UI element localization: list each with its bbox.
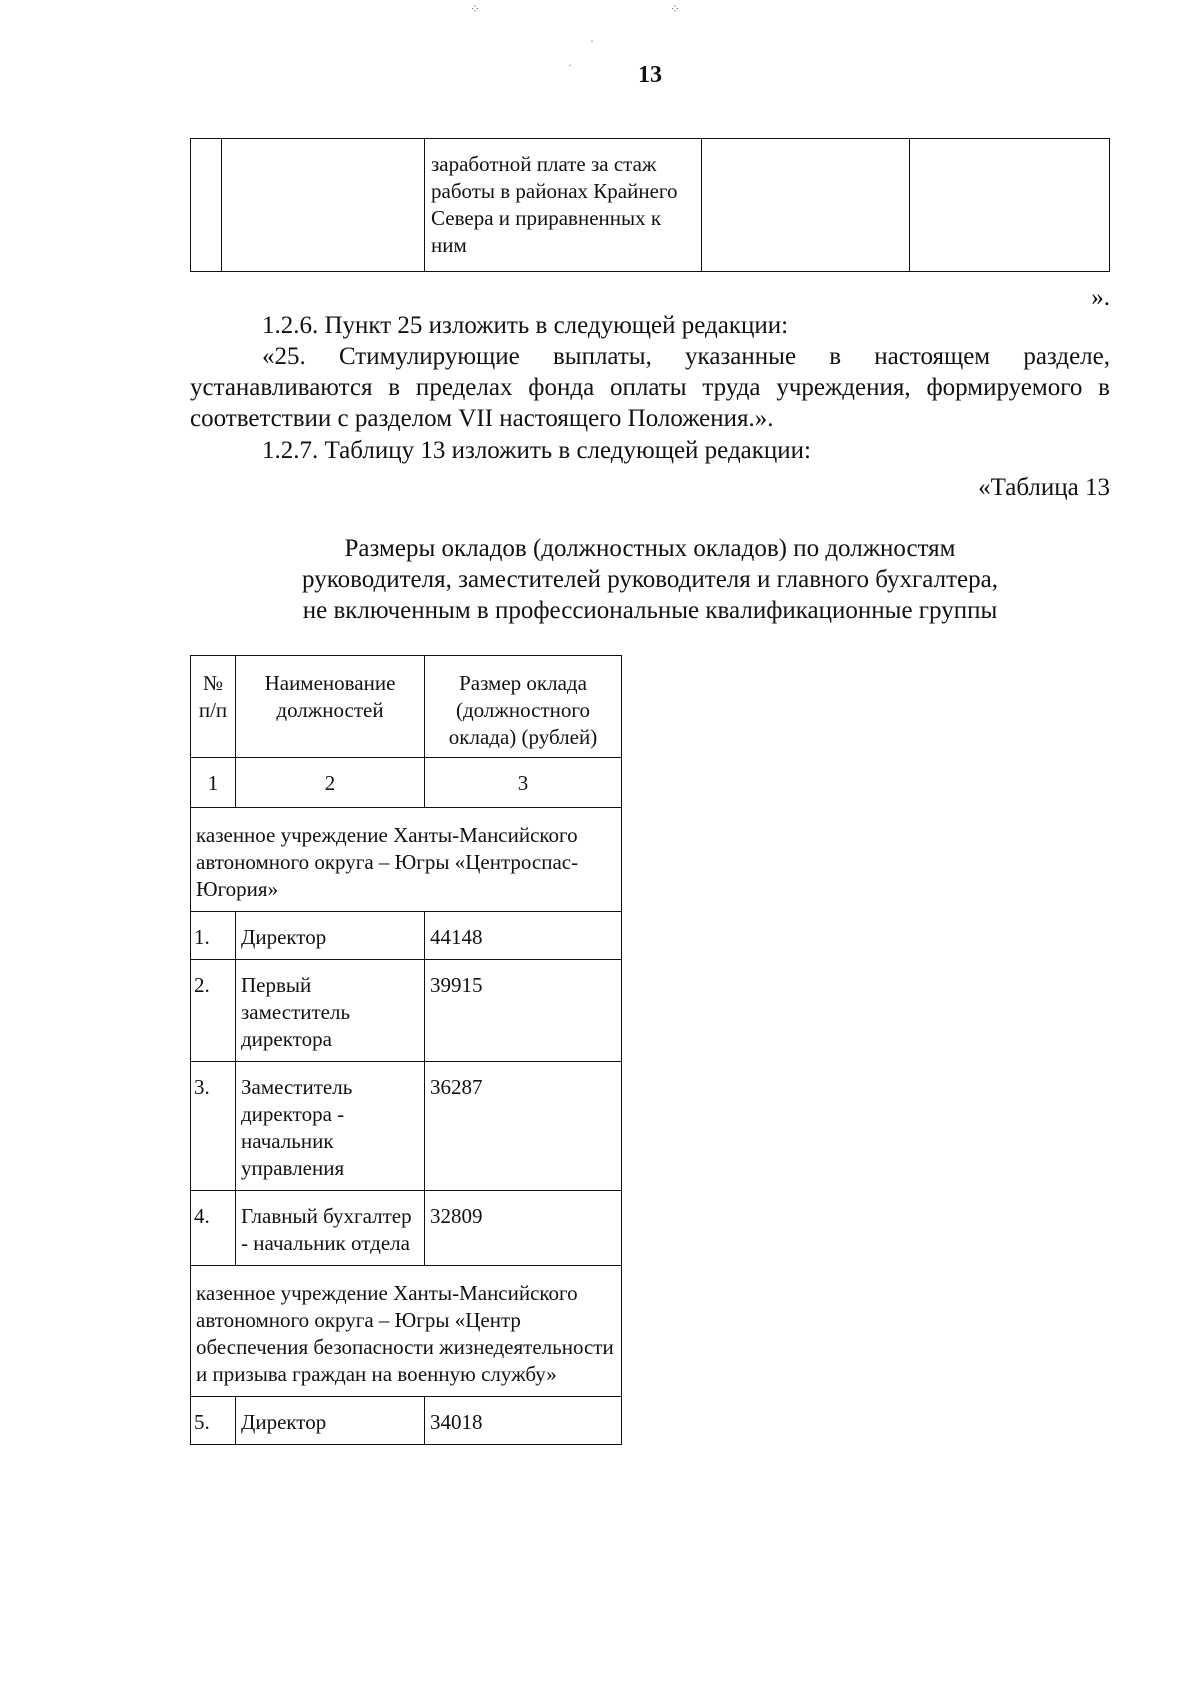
table-row bbox=[191, 1191, 622, 1266]
column-number-3: 3 bbox=[425, 758, 622, 808]
cont-cell-3: заработной плате за стаж работы в районах Крайнего Севера и приравненных к ним bbox=[425, 139, 702, 272]
table-row bbox=[191, 139, 1110, 272]
row-salary: 34018 bbox=[425, 1397, 622, 1445]
row-number: 2. bbox=[191, 960, 236, 1062]
column-number-2: 2 bbox=[236, 758, 425, 808]
column-number-row bbox=[191, 758, 622, 808]
header-position: Наименование должностей bbox=[236, 656, 425, 758]
heading-line-1: Размеры окладов (должностных окладов) по должностям bbox=[344, 535, 956, 562]
paragraph-1-2-7: 1.2.7. Таблицу 13 изложить в следующей редакции: bbox=[262, 437, 811, 464]
table-row bbox=[191, 1397, 622, 1445]
row-number: 1. bbox=[191, 912, 236, 960]
table-row bbox=[191, 1062, 622, 1191]
institution-row bbox=[191, 1266, 622, 1397]
row-salary: 32809 bbox=[425, 1191, 622, 1266]
closing-quote: ». bbox=[1091, 284, 1110, 311]
row-salary: 39915 bbox=[425, 960, 622, 1062]
paragraph-25: «25. Стимулирующие выплаты, указанные в настоящем разделе, устанавливаются в пределах фонда оплаты труда учреждения, формируемого в соответствии с разделом VII настоящего Положения.». bbox=[190, 343, 1110, 432]
header-row bbox=[191, 656, 622, 758]
scan-speck: · bbox=[568, 58, 572, 72]
scan-speck: · bbox=[590, 34, 594, 48]
institution-row bbox=[191, 808, 622, 912]
row-position: Заместитель директора - начальник управления bbox=[236, 1062, 425, 1191]
heading-line-2: руководителя, заместителей руководителя и главного бухгалтера, bbox=[302, 566, 998, 593]
cont-cell-4 bbox=[702, 139, 910, 272]
cont-cell-5 bbox=[910, 139, 1110, 272]
row-salary: 36287 bbox=[425, 1062, 622, 1191]
paragraph-1-2-6: 1.2.6. Пункт 25 изложить в следующей редакции: bbox=[262, 312, 789, 339]
institution-name: казенное учреждение Ханты-Мансийского автономного округа – Югры «Центроспас-Югория» bbox=[191, 808, 622, 912]
header-number: № п/п bbox=[191, 656, 236, 758]
scan-speck: ⁘ bbox=[670, 2, 681, 16]
header-salary: Размер оклада (должностного оклада) (рублей) bbox=[425, 656, 622, 758]
heading-line-3: не включенным в профессиональные квалификационные группы bbox=[302, 597, 998, 624]
scan-speck: ⁘ bbox=[470, 2, 481, 16]
row-salary: 44148 bbox=[425, 912, 622, 960]
page-number: 13 bbox=[638, 62, 662, 88]
salary-table bbox=[190, 655, 622, 1445]
cont-cell-2 bbox=[222, 139, 425, 272]
row-number: 5. bbox=[191, 1397, 236, 1445]
column-number-1: 1 bbox=[191, 758, 236, 808]
row-number: 4. bbox=[191, 1191, 236, 1266]
row-position: Директор bbox=[236, 912, 425, 960]
cont-cell-1 bbox=[191, 139, 222, 272]
table-label: «Таблица 13 bbox=[978, 474, 1110, 501]
table-row bbox=[191, 912, 622, 960]
table-row bbox=[191, 960, 622, 1062]
row-position: Первый заместитель директора bbox=[236, 960, 425, 1062]
continuation-table bbox=[190, 138, 1110, 272]
row-number: 3. bbox=[191, 1062, 236, 1191]
table-heading bbox=[190, 533, 1110, 626]
row-position: Главный бухгалтер - начальник отдела bbox=[236, 1191, 425, 1266]
row-position: Директор bbox=[236, 1397, 425, 1445]
institution-name: казенное учреждение Ханты-Мансийского автономного округа – Югры «Центр обеспечения безопасности жизнедеятельности и призыва граждан на военную службу» bbox=[191, 1266, 622, 1397]
